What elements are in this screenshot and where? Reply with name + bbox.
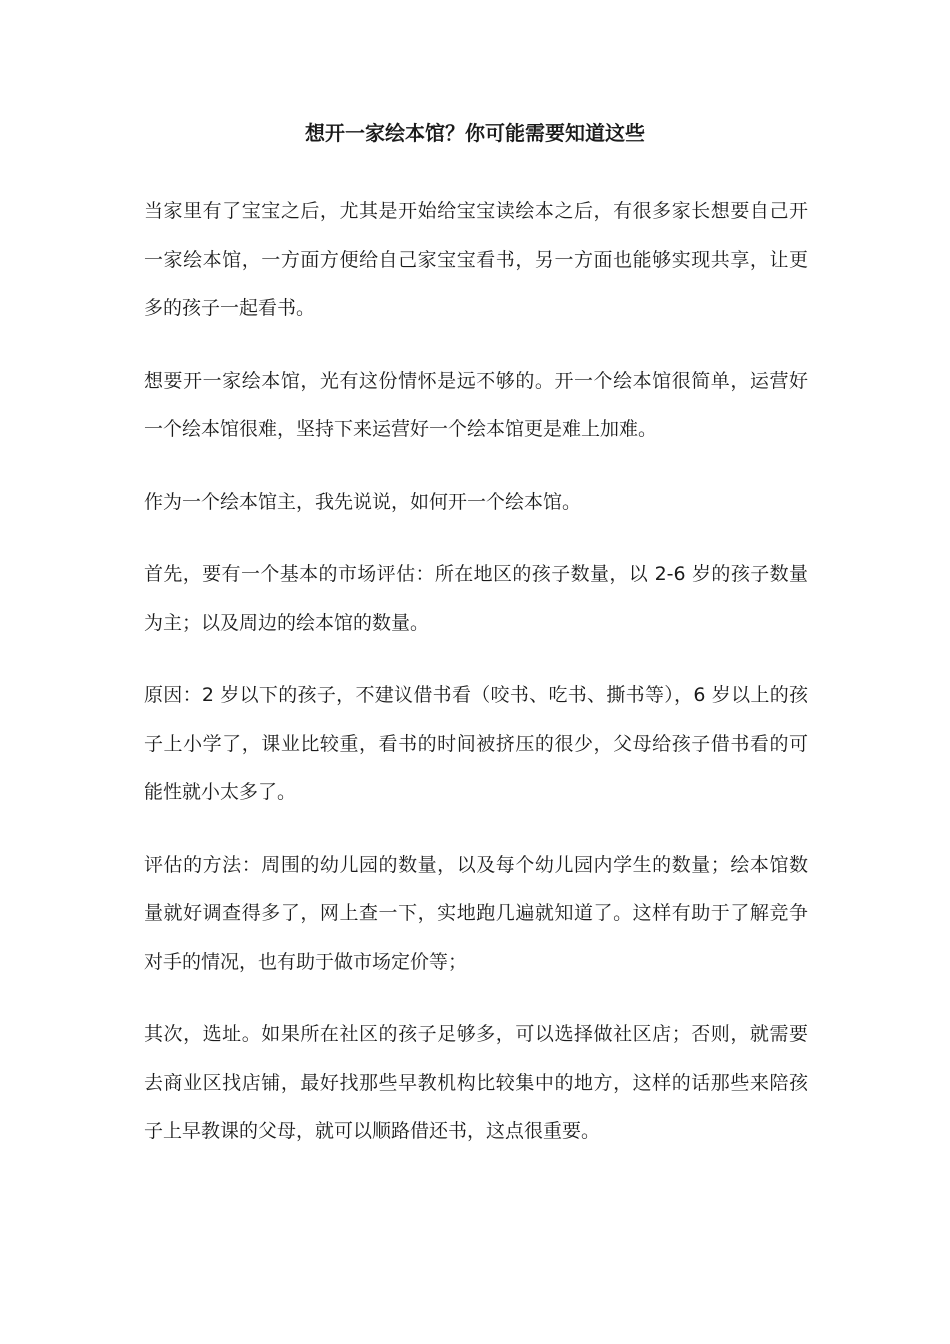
document-body	[144, 187, 808, 1180]
paragraph-owner-intro: 作为一个绘本馆主，我先说说，如何开一个绘本馆。	[144, 490, 582, 513]
paragraph-site-selection: 其次，选址。如果所在社区的孩子足够多，可以选择做社区店；否则，就需要去商业区找店铺，最好找那些早教机构比较集中的地方，这样的话那些来陪孩子上早教课的父母，就可以顺路借还书，这点很重要。	[144, 1023, 808, 1142]
paragraph-assessment-method: 评估的方法：周围的幼儿园的数量，以及每个幼儿园内学生的数量；绘本馆数量就好调查得多了，网上查一下，实地跑几遍就知道了。这样有助于了解竞争对手的情况，也有助于做市场定价等；	[144, 853, 808, 973]
paragraph-reason: 原因：2 岁以下的孩子，不建议借书看（咬书、吃书、撕书等），6 岁以上的孩子上小学了，课业比较重，看书的时间被挤压的很少，父母给孩子借书看的可能性就小太多了。	[144, 684, 808, 803]
paragraph-motivation: 想要开一家绘本馆，光有这份情怀是远不够的。开一个绘本馆很简单，运营好一个绘本馆很难，坚持下来运营好一个绘本馆更是难上加难。	[144, 369, 808, 440]
paragraph-intro: 当家里有了宝宝之后，尤其是开始给宝宝读绘本之后，有很多家长想要自己开一家绘本馆，一方面方便给自己家宝宝看书，另一方面也能够实现共享，让更多的孩子一起看书。	[144, 200, 808, 319]
paragraph-market-assessment: 首先，要有一个基本的市场评估：所在地区的孩子数量，以 2-6 岁的孩子数量为主；以及周边的绘本馆的数量。	[144, 563, 808, 634]
document-title: 想开一家绘本馆？你可能需要知道这些	[305, 121, 645, 145]
